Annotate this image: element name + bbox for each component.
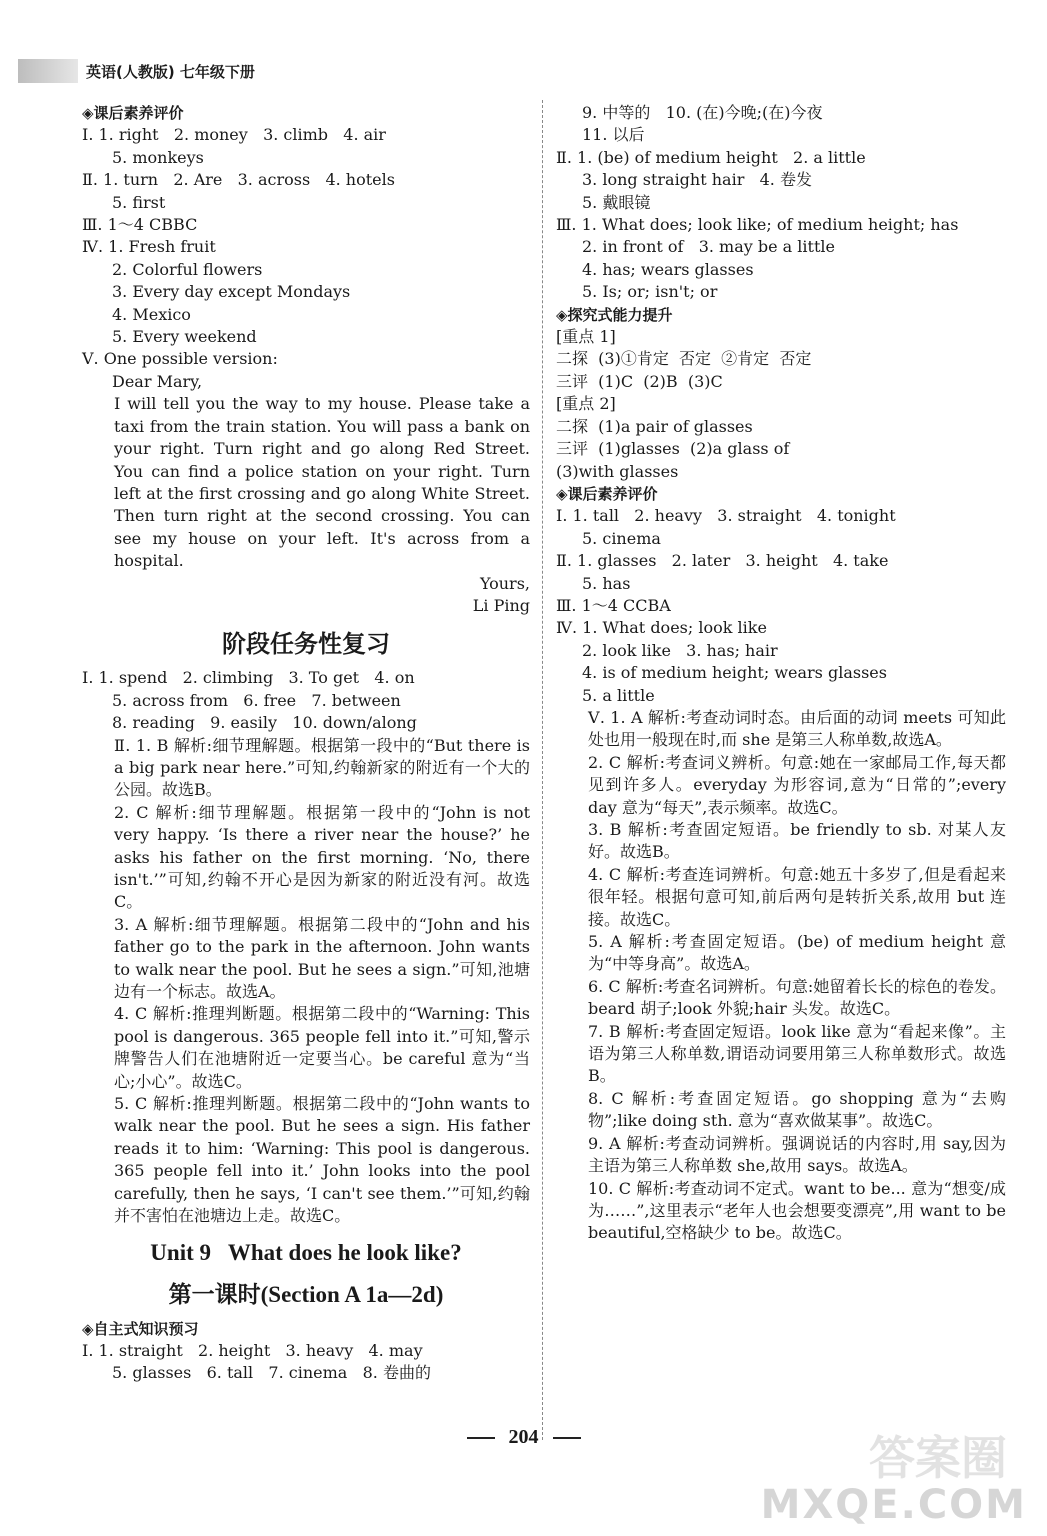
left-line: 第一课时(Section A 1a—2d) (168, 1281, 444, 1307)
right-line: 5. has (582, 573, 631, 593)
right-line: Ⅳ. 1. What does; look like (556, 618, 767, 638)
left-line: 8. reading 9. easily 10. down/along (112, 713, 417, 733)
watermark-logo: 答案圈 (869, 1431, 1007, 1485)
right-line: ◈课后素养评价 (556, 484, 658, 503)
left-line: 4. Mexico (112, 304, 191, 324)
right-line: Ⅱ. 1. (be) of medium height 2. a little (556, 147, 866, 167)
right-line: Ⅲ. 1～4 CCBA (556, 595, 671, 615)
right-line: 二探 (3)①肯定 否定 ②肯定 否定 (556, 349, 812, 369)
left-line: 4. C 解析:推理判断题。根据第二段中的“Warning: This pool is dangerous. 365 people fell into it.”可知,警示牌警告人们在池塘附近一定要当心。be careful 意为“当心;小心”。故选C。 (114, 1004, 530, 1091)
right-line: 8. C 解析:考查固定短语。go shopping 意为“去购物”;like doing sth. 意为“喜欢做某事”。故选C。 (588, 1088, 1006, 1131)
right-line: 9. 中等的 10. (在)今晚;(在)今夜 (582, 103, 823, 122)
column-divider (542, 100, 543, 1440)
right-line: [重点 1] (556, 327, 616, 347)
right-line: 9. A 解析:考查动词辨析。强调说话的内容时,用 say,因为主语为第三人称单数 she,故用 says。故选A。 (588, 1133, 1006, 1176)
right-line: 4. C 解析:考查连词辨析。句意:她五十多岁了,但是看起来很年轻。根据句意可知,前后两句是转折关系,故用 but 连接。故选C。 (588, 864, 1006, 929)
left-line: Ⅱ. 1. B 解析:细节理解题。根据第一段中的“But there is a big park near here.”可知,约翰新家的附近有一个大的公园。故选B。 (114, 735, 530, 800)
right-line: 10. C 解析:考查动词不定式。want to be... 意为“想变/成为……”,这里表示“老年人也会想要变漂亮”,用 want to be beautiful,空格缺少 to be。故选C。 (588, 1178, 1006, 1243)
left-line: 2. C 解析:细节理解题。根据第一段中的“John is not very happy. ‘Is there a river near the house?’ he asks his father on the first morning. ‘No, there isn't.’”可知,约翰不开心是因为新家的附近没有河。故选C。 (114, 802, 530, 912)
right-line: 6. C 解析:考查名词辨析。句意:她留着长长的棕色的卷发。beard 胡子;look 外貌;hair 头发。故选C。 (588, 976, 1006, 1019)
right-line: Ⅱ. 1. glasses 2. later 3. height 4. take (556, 551, 889, 571)
right-line: 三评 (1)glasses (2)a glass of (556, 439, 790, 459)
right-line: 11. 以后 (582, 125, 645, 145)
left-line: 3. A 解析:细节理解题。根据第二段中的“John and his father go to the park in the afternoon. John wants to walk near the pool. But he sees a sign.”可知,池塘边有一个标志。故选A。 (114, 914, 530, 1002)
left-line: 5. monkeys (112, 147, 204, 167)
header-title: 英语(人教版) 七年级下册 (86, 62, 255, 81)
right-line: 二探 (1)a pair of glasses (556, 416, 753, 436)
left-line: Ⅲ. 1～4 CBBC (82, 215, 198, 235)
left-line: 5. first (112, 192, 166, 212)
page-number-text: 204 (508, 1426, 539, 1448)
left-line: 5. glasses 6. tall 7. cinema 8. 卷曲的 (112, 1363, 431, 1383)
right-line: 5. A 解析:考查固定短语。(be) of medium height 意为“中等身高”。故选A。 (588, 932, 1006, 974)
right-line: [重点 2] (556, 394, 616, 414)
left-line: Ⅳ. 1. Fresh fruit (82, 237, 216, 257)
right-line: 5. Is; or; isn't; or (582, 282, 718, 302)
left-line: ◈自主式知识预习 (82, 1319, 199, 1338)
watermark-url: MXQE.COM (760, 1482, 1027, 1528)
right-line: 2. in front of 3. may be a little (582, 237, 835, 257)
left-line: I will tell you the way to my house. Please take a taxi from the train station. You will pass a bank on your right. Turn right and go along Red Street. You can find a police station on your right. Turn left at the first crossing and go along White Street. Then turn right at the second crossing. You can see my house on your left. It's across from a hospital. (114, 394, 530, 571)
left-line: 3. Every day except Mondays (112, 282, 351, 302)
left-line: ◈课后素养评价 (82, 104, 184, 122)
left-line: Unit 9 What does he look like? (150, 1239, 462, 1265)
left-line: Li Ping (472, 595, 530, 615)
right-line: ◈探究式能力提升 (556, 305, 673, 324)
left-line: 5. Every weekend (112, 327, 257, 347)
right-line: Ⅴ. 1. A 解析:考查动词时态。由后面的动词 meets 可知此处也用一般现在时,而 she 是第三人称单数,故选A。 (588, 707, 1006, 750)
left-column (82, 102, 530, 1385)
right-line: (3)with glasses (556, 461, 679, 481)
running-header (18, 58, 255, 84)
left-line: Ⅰ. 1. spend 2. climbing 3. To get 4. on (82, 668, 415, 688)
left-line: 阶段任务性复习 (222, 630, 390, 659)
left-line: 2. Colorful flowers (112, 259, 263, 279)
left-line: Dear Mary, (112, 371, 203, 391)
right-line: 5. cinema (582, 528, 661, 548)
right-line: 7. B 解析:考查固定短语。look like 意为“看起来像”。主语为第三人称单数,谓语动词要用第三人称单数形式。故选B。 (588, 1021, 1006, 1086)
right-line: 2. look like 3. has; hair (582, 640, 778, 660)
right-line: 三评 (1)C (2)B (3)C (556, 371, 723, 391)
left-line: Ⅴ. One possible version: (82, 349, 278, 369)
right-line: 3. B 解析:考查固定短语。be friendly to sb. 对某人友好。故选B。 (588, 820, 1006, 862)
header-grey-bar (18, 59, 78, 83)
right-line: 4. is of medium height; wears glasses (582, 663, 887, 683)
left-line: Ⅰ. 1. straight 2. height 3. heavy 4. may (82, 1340, 423, 1360)
left-line: Ⅱ. 1. turn 2. Are 3. across 4. hotels (82, 170, 395, 190)
right-line: 4. has; wears glasses (582, 259, 754, 279)
right-line: Ⅰ. 1. tall 2. heavy 3. straight 4. tonight (556, 506, 896, 526)
left-line: 5. C 解析:推理判断题。根据第二段中的“John wants to walk near the pool. But he sees a sign. His father reads it to him: ‘Warning: This pool is dangerous. 365 people fell into it.’ John looks into the pool carefully, then he says, ‘I can't see them.’”可知,约翰并不害怕在池塘边上走。故选C。 (114, 1094, 530, 1226)
right-column (556, 102, 1006, 1245)
right-line: 5. 戴眼镜 (582, 192, 651, 212)
right-line: Ⅲ. 1. What does; look like; of medium height; has (556, 215, 959, 235)
right-line: 5. a little (582, 685, 655, 705)
left-line: Yours, (479, 573, 530, 593)
right-line: 2. C 解析:考查词义辨析。句意:她在一家邮局工作,每天都见到许多人。everyday 为形容词,意为“日常的”;every day 意为“每天”,表示频率。故选C。 (588, 752, 1006, 817)
right-line: 3. long straight hair 4. 卷发 (582, 170, 812, 190)
left-line: 5. across from 6. free 7. between (112, 690, 401, 710)
left-line: Ⅰ. 1. right 2. money 3. climb 4. air (82, 125, 386, 145)
